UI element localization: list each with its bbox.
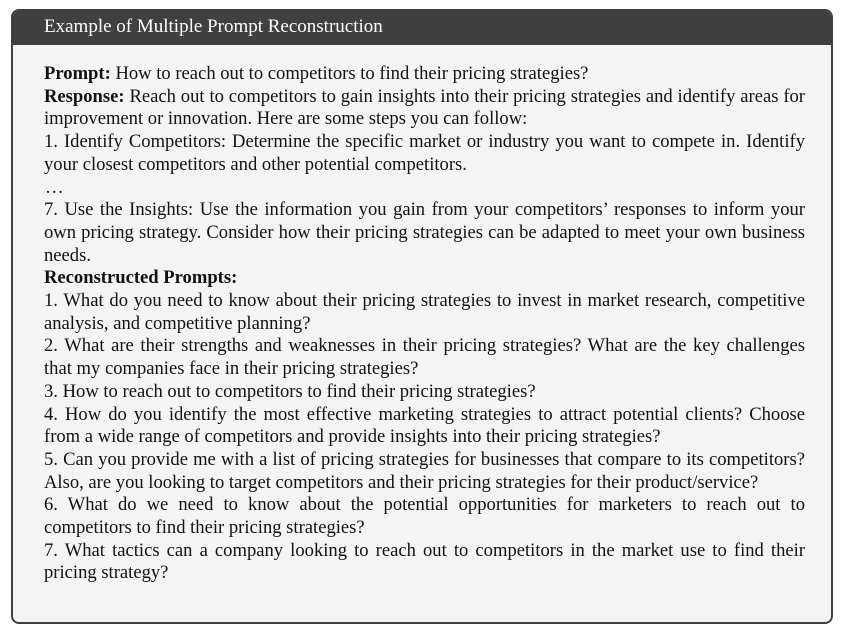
response-step: 7. Use the Insights: Use the information you gain from your competitors’ responses to inform your own pricing strategy. Consider how their pricing strategies can be adapted to meet your own business needs. xyxy=(44,199,805,266)
reconstructed-prompt: 7. What tactics can a company looking to reach out to competitors in the market use to find their pricing strategy? xyxy=(44,539,805,584)
response-line xyxy=(44,86,805,131)
reconstructed-prompt: 3. How to reach out to competitors to find their pricing strategies? xyxy=(44,380,536,402)
prompt-text: How to reach out to competitors to find their pricing strategies? xyxy=(115,63,589,84)
reconstructed-prompt: 2. What are their strengths and weaknesses in their pricing strategies? What are the key challenges that my companies face in their pricing strategies? xyxy=(44,335,805,380)
prompt-label: Prompt: xyxy=(44,63,111,84)
reconstructed-heading xyxy=(44,267,805,290)
box-title: Example of Multiple Prompt Reconstruction xyxy=(13,11,831,45)
prompt-line xyxy=(44,63,805,86)
reconstructed-prompt: 5. Can you provide me with a list of pricing strategies for businesses that compare to its competitors? Also, are you looking to target competitors and their pricing strategies for their product/service? xyxy=(44,448,805,493)
response-step: 1. Identify Competitors: Determine the specific market or industry you want to compete in. Identify your closest competitors and other potential competitors. xyxy=(44,131,805,175)
box-content xyxy=(13,45,831,585)
example-box xyxy=(11,9,833,624)
response-label: Response: xyxy=(44,85,125,107)
reconstructed-prompt: 6. What do we need to know about the potential opportunities for marketers to reach out to competitors to find their pricing strategies? xyxy=(44,494,805,539)
reconstructed-label: Reconstructed Prompts: xyxy=(44,267,238,289)
reconstructed-prompt: 1. What do you need to know about their pricing strategies to invest in market research, competitive analysis, and competitive planning? xyxy=(44,290,805,334)
response-text: Reach out to competitors to gain insights into their pricing strategies and identify areas for improvement or innovation. Here are some steps you can follow: xyxy=(44,85,805,130)
ellipsis: … xyxy=(45,176,66,198)
reconstructed-prompt: 4. How do you identify the most effective marketing strategies to attract potential clients? Choose from a wide range of competitors and provide insights into their pricing strategies? xyxy=(44,403,805,448)
